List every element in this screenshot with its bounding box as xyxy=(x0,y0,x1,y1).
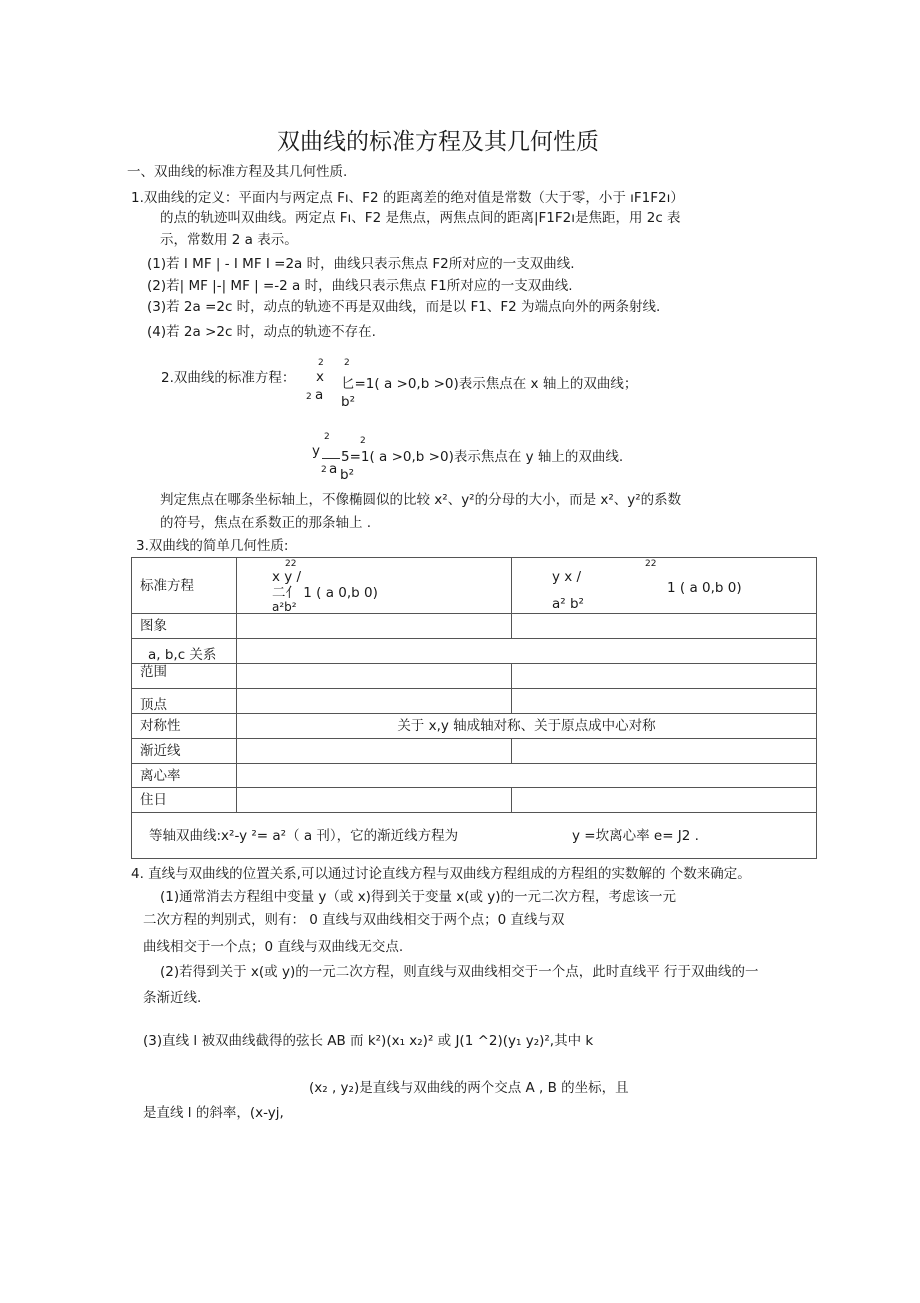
table-row xyxy=(132,788,817,813)
row-label: 渐近线 xyxy=(132,739,237,764)
definition-line: 的点的轨迹叫双曲线。两定点 Fı、F2 是焦点，两焦点间的距离|F1F2ı是焦距，用 2c 表 xyxy=(160,210,681,226)
equation-part: y xyxy=(312,443,320,459)
table-cell xyxy=(512,739,817,764)
equation-part: a²b² xyxy=(272,600,297,614)
row-label: a, b,c 关系 xyxy=(132,639,237,664)
row-label: 图象 xyxy=(132,614,237,639)
paragraph-line: 曲线相交于一个点；0 直线与双曲线无交点. xyxy=(143,939,404,955)
standard-eq-label: 2.双曲线的标准方程： xyxy=(161,370,296,386)
symmetry-cell: 关于 x,y 轴成轴对称、关于原点成中心对称 xyxy=(237,714,817,739)
properties-table xyxy=(131,557,817,859)
row-label: 顶点 xyxy=(132,689,237,714)
equation-part: b² xyxy=(340,467,354,483)
paragraph-line: (1)通常消去方程组中变量 y（或 x)得到关于变量 x(或 y)的一元二次方程，考虑该一元 xyxy=(160,889,677,905)
table-cell: 标准方程 xyxy=(132,558,237,614)
table-row xyxy=(132,764,817,788)
section-4-heading: 4. 直线与双曲线的位置关系,可以通过讨论直线方程与双曲线方程组成的方程组的实数解的 个数来确定。 xyxy=(131,866,751,882)
table-row xyxy=(132,813,817,859)
table-row xyxy=(132,639,817,664)
equation-text: 匕=1( a >0,b >0)表示焦点在 x 轴上的双曲线； xyxy=(341,376,638,392)
table-cell xyxy=(237,764,817,788)
definition-item: (4)若 2a >2c 时，动点的轨迹不存在. xyxy=(147,324,376,340)
superscript: 2 xyxy=(318,358,324,368)
table-cell xyxy=(512,664,817,689)
note-line: 的符号，焦点在系数正的那条轴上 . xyxy=(160,515,372,531)
equation-part: y x / xyxy=(552,569,582,585)
paragraph-line: 二次方程的判别式，则有： 0 直线与双曲线相交于两个点；0 直线与双 xyxy=(143,912,565,928)
definition-item: (3)若 2a =2c 时，动点的轨迹不再是双曲线，而是以 F1、F2 为端点向外的两条射线. xyxy=(147,299,661,315)
table-cell xyxy=(237,639,817,664)
superscript: 2 xyxy=(306,392,312,402)
properties-heading: 3.双曲线的简单几何性质: xyxy=(136,538,289,554)
table-cell xyxy=(512,558,817,614)
equation-part: x xyxy=(316,369,324,385)
page-title: 双曲线的标准方程及其几何性质 xyxy=(277,129,599,155)
table-cell xyxy=(512,689,817,714)
equation-part: 1 ( a 0,b 0) xyxy=(667,580,742,596)
equilateral-note: y =坎离心率 e= J2 . xyxy=(572,828,699,844)
table-row xyxy=(132,664,817,689)
note-line: 判定焦点在哪条坐标轴上，不像椭圆似的比较 x²、y²的分母的大小，而是 x²、y²的系数 xyxy=(160,492,682,508)
table-cell xyxy=(512,614,817,639)
equation-part: a² b² xyxy=(552,596,584,612)
definition-item: (1)若 I MF | - I MF I =2a 时，曲线只表示焦点 F2所对应的一支双曲线. xyxy=(147,256,575,272)
table-cell xyxy=(237,664,512,689)
superscript: 2 xyxy=(360,436,366,446)
table-cell xyxy=(237,689,512,714)
table-cell xyxy=(237,739,512,764)
row-label: 住日 xyxy=(132,788,237,813)
superscript: 2 xyxy=(344,358,350,368)
equation-part: 二亻 1 ( a 0,b 0) xyxy=(272,585,378,601)
equation-part: x y / xyxy=(272,569,302,585)
row-label: 对称性 xyxy=(132,714,237,739)
paragraph-line: (2)若得到关于 x(或 y)的一元二次方程，则直线与双曲线相交于一个点，此时直线平 行于双曲线的一 xyxy=(160,964,759,980)
equation-part: a xyxy=(315,387,324,403)
paragraph-line: 条渐近线. xyxy=(143,990,202,1006)
superscript: 22 xyxy=(285,559,297,569)
paragraph-line: (3)直线 l 被双曲线截得的弦长 AB 而 k²)(x₁ x₂)² 或 J(1 ^2)(y₁ y₂)²,其中 k xyxy=(143,1033,594,1049)
table-cell xyxy=(512,788,817,813)
fraction-bar xyxy=(322,458,340,459)
table-row xyxy=(132,739,817,764)
superscript: 2 xyxy=(321,465,327,475)
footer-cell xyxy=(132,813,817,859)
row-label: 离心率 xyxy=(132,764,237,788)
definition-item: (2)若| MF |-| MF | =-2 a 时，曲线只表示焦点 F1所对应的一支双曲线. xyxy=(147,278,573,294)
definition-line: 示，常数用 2 a 表示。 xyxy=(160,232,298,248)
table-row xyxy=(132,614,817,639)
table-cell xyxy=(237,614,512,639)
table-cell xyxy=(237,558,512,614)
superscript: 22 xyxy=(645,559,657,569)
table-row xyxy=(132,689,817,714)
table-cell xyxy=(237,788,512,813)
section-heading: 一、双曲线的标准方程及其几何性质. xyxy=(127,164,348,180)
equation-part: b² xyxy=(341,394,355,410)
table-row xyxy=(132,714,817,739)
row-label: 范围 xyxy=(132,664,237,689)
definition-line: 1.双曲线的定义：平面内与两定点 Fı、F2 的距离差的绝对值是常数（大于零，小于 ıF1F2ı） xyxy=(131,190,684,206)
equation-part: a xyxy=(329,461,338,477)
superscript: 2 xyxy=(324,432,330,442)
paragraph-line: (x₂ , y₂)是直线与双曲线的两个交点 A , B 的坐标，且 xyxy=(309,1080,629,1096)
equilateral-note: 等轴双曲线:x²-y ²= a²（ a 刊），它的渐近线方程为 xyxy=(149,828,459,844)
paragraph-line: 是直线 l 的斜率，(x-yj, xyxy=(143,1105,284,1121)
equation-text: 5=1( a >0,b >0)表示焦点在 y 轴上的双曲线. xyxy=(341,449,624,465)
table-row xyxy=(132,558,817,614)
